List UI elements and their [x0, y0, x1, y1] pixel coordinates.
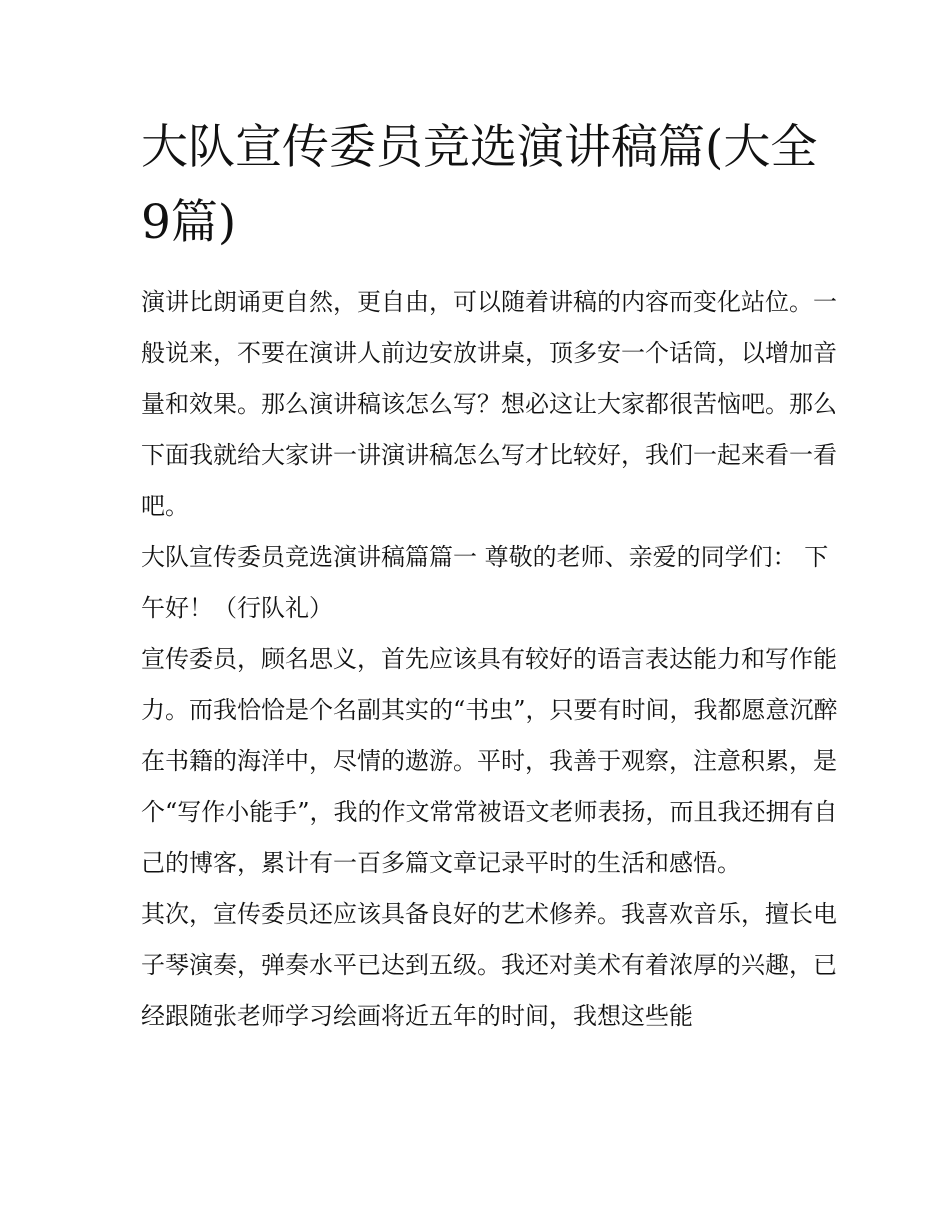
document-title: 大队宣传委员竞选演讲稿篇(大全9篇) — [141, 120, 818, 250]
paragraph-greeting: 大队宣传委员竞选演讲稿篇篇一 尊敬的老师、亲爱的同学们： 下午好！（行队礼） — [141, 543, 829, 622]
paragraph-intro: 演讲比朗诵更自然，更自由，可以随着讲稿的内容而变化站位。一般说来，不要在演讲人前边安放讲桌，顶多安一个话筒，以增加音量和效果。那么演讲稿该怎么写？想必这让大家都很苦恼吧。那么下面我就给大家讲一讲演讲稿怎么写才比较好，我们一起来看一看吧。 — [141, 288, 837, 520]
paragraph-art-skills: 其次，宣传委员还应该具备良好的艺术修养。我喜欢音乐，擅长电子琴演奏，弹奏水平已达到五级。我还对美术有着浓厚的兴趣，已经跟随张老师学习绘画将近五年的时间，我想这些能 — [141, 900, 837, 1030]
paragraph-writing-ability: 宣传委员，顾名思义，首先应该具有较好的语言表达能力和写作能力。而我恰恰是个名副其实的“书虫”，只要有时间，我都愿意沉醉在书籍的海洋中，尽情的遨游。平时，我善于观察，注意积累，是个“写作小能手”，我的作文常常被语文老师表扬，而且我还拥有自己的博客，累计有一百多篇文章记录平时的生活和感悟。 — [141, 645, 838, 877]
document-body — [141, 277, 841, 1042]
